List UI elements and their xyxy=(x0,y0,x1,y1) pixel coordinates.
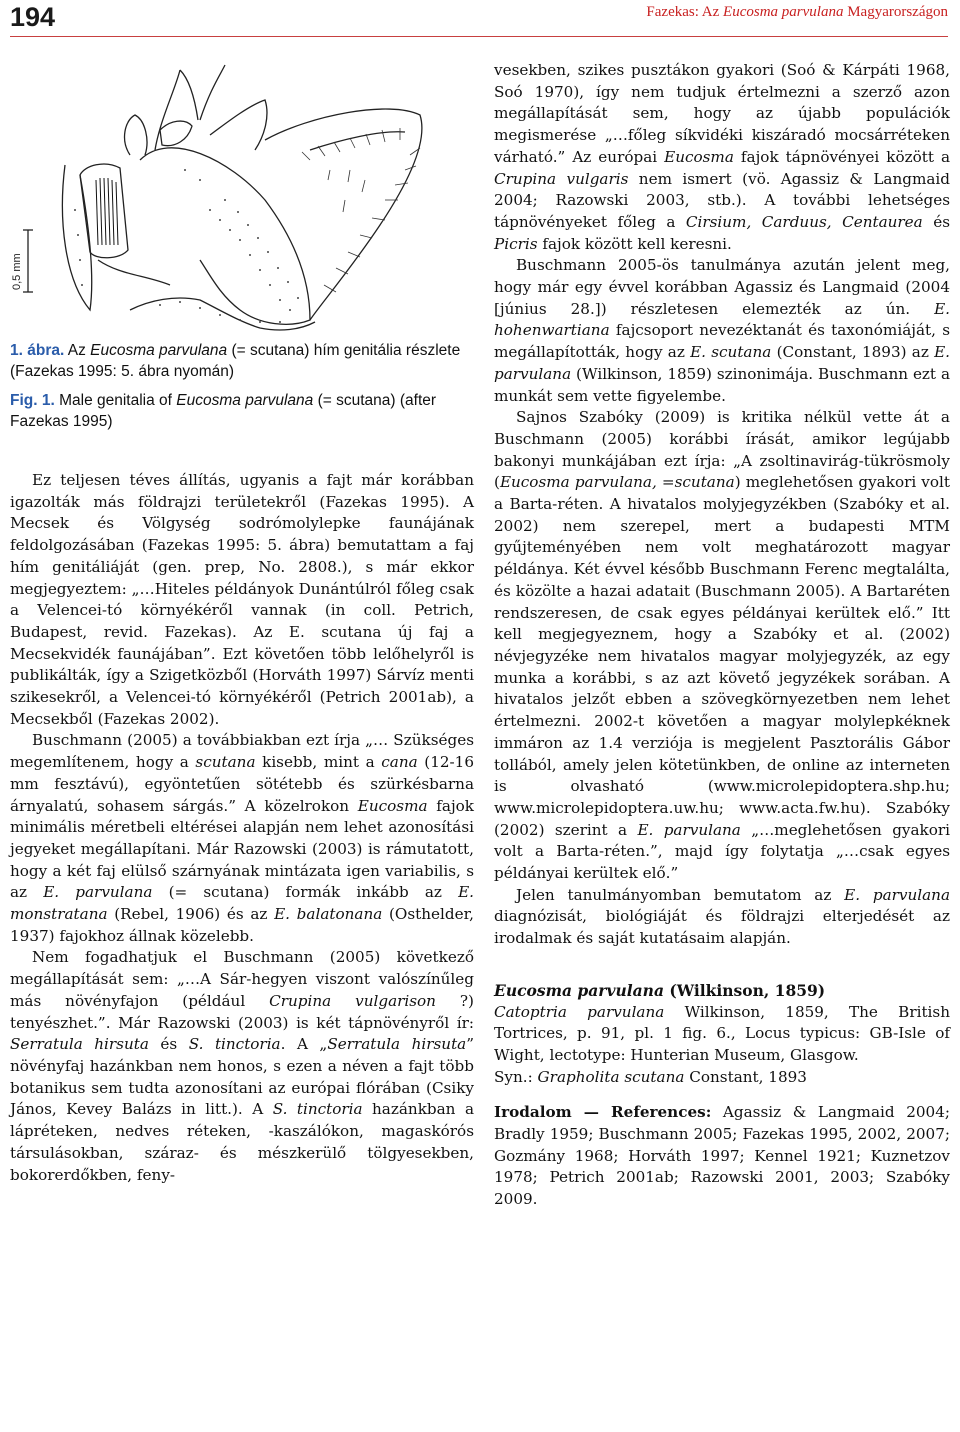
right-paragraph-2: Buschmann 2005-ös tanulmánya azután jelent meg, hogy már egy évvel korábban Agassiz és Langmaid (2004 [június 28.]) részletesen elemezték az ún. E. hohenwartiana fajcsoport nevezéktanát és taxonómiáját, s megállapították, hogy az E. scutana (Constant, 1893) az E. parvulana (Wilkinson, 1859) szinonimája. Buschmann ezt a munkát sem vette figyelembe. xyxy=(494,256,950,405)
right-paragraph-4: Jelen tanulmányomban bemutatom az E. parvulana diagnózisát, biológiáját és földrajzi elterjedését az irodalmak és saját kutatásaim alapján. xyxy=(494,885,950,948)
genitalia-drawing xyxy=(10,60,474,340)
original-description: Catoptria parvulana Wilkinson, 1859, The British Tortrices, p. 91, pl. 1 fig. 6., Locus typicus: GB-Isle of Wight, lectotype: Hunterian Museum, Glasgow. xyxy=(494,1002,950,1064)
page-number: 194 xyxy=(10,2,56,32)
scale-label: 0,5 mm xyxy=(11,253,23,290)
left-paragraph-2: Buschmann (2005) a továbbiakban ezt írja „… Szükséges megemlítenem, hogy a scutana kisebb, mint a cana (12-16 mm fesztávú), egyöntetűen sötétebb és szürkésbarna árnyalatú, sohasem sárgás.” A közelrokon Eucosma fajok minimális méretbeli eltérései alapján nem lehet azonosítási jegyeket megállapítani. Már Razowski (2003) is rámutatott, hogy a két faj elülső szárnyának mintázata igen variabilis, s az E. parvulana (= scutana) formák inkább az E. monstratana (Rebel, 1906) és az E. balatonana (Osthelder, 1937) fajokhoz állnak közelebb. xyxy=(10,731,475,945)
right-column xyxy=(494,60,950,1211)
right-paragraph-1: vesekben, szikes pusztákon gyakori (Soó & Kárpáti 1968, Soó 1970), így nem tudjuk értelmezni a szerző azon megállapítását sem, hogy az újabb populációk megismerése „…főleg síkvidéki kiszáradó mocsárréteken várható.” Az európai Eucosma fajok tápnövényei között a Crupina vulgaris nem ismert (vö. Agassiz & Langmaid 2004; Razowski 2003, stb.). A további lehetséges tápnövényeket főleg a Cirsium, Carduus, Centaurea és Picris fajok között kell keresni. xyxy=(494,61,951,253)
left-paragraph-3: Nem fogadhatjuk el Buschmann (2005) következő megállapítását sem: „…A Sár-hegyen viszont valószínűleg más növényfajon (például Crupina vulgarison ?) tenyészhet.”. Már Razowski (2003) is két tápnövényről ír: Serratula hirsuta és S. tinctoria. A „Serratula hirsuta” növényfaj hazánkban nem honos, s ezen a néven a fajt több botanikus sem tudta azonosítani az európai flórában (Csiky János, Kevey Balázs in litt.). A S. tinctoria hazánkban a lápréteken, nedves réteken, -kaszálókon, magaskórós társulásokban, száraz- és mészkerülő tölgyesekben, bokorerdőkben, feny- xyxy=(10,948,475,1184)
left-paragraph-1: Ez teljesen téves állítás, ugyanis a fajt már korábban igazolták más földrajzi területekről (Fazekas 1995). A Mecsek és Völgység sodrómolylepke faunájának feldolgozásában (Fazekas 1995: 5. ábra) bemutattam a faj hím genitáliáját (gen. prep, No. 2808.), s már ekkor megjegyeztem: „…Hiteles példányok Dunántúlról főleg csak a Velencei-tó környékéről vannak (in coll. Petrich, Budapest, revid. Fazekas). Az E. scutana új faj a Mecsekvidék faunájában”. Ezt követően több lelőhelyről is publikálták, így a Szigetközből (Horváth 1997) Sárvíz menti szikesekről, a Velencei-tó környékéről (Petrich 2001ab), a Mecsekből (Fazekas 2002). xyxy=(10,471,474,728)
left-column xyxy=(10,60,474,1186)
header-rule xyxy=(10,36,948,37)
caption-hungarian: 1. ábra. Az Eucosma parvulana (= scutana) hím genitália részlete (Fazekas 1995: 5. ábra nyomán) xyxy=(10,342,461,380)
references: Irodalom — References: Agassiz & Langmaid 2004; Bradly 1959; Buschmann 2005; Fazekas 1995, 2002, 2007; Gozmány 1968; Horváth 1997; Kennel 1921; Kuznetzov 1978; Petrich 2001ab; Razowski 2001, 2003; Szabóky 2009. xyxy=(494,1103,950,1209)
running-head: Fazekas: Az Eucosma parvulana Magyarországon xyxy=(646,4,948,20)
right-paragraph-3: Sajnos Szabóky (2009) is kritika nélkül vette át a Buschmann (2005) korábbi írását, amikor legújabb bakonyi munkájában ezt írja: „A zsoltinavirág-tükrösmoly (Eucosma parvulana, =scutana) meglehetősen gyakori volt a Barta-réten. A hivatalos molyjegyzékben (Szabóky et al. 2002) nem szerepel, mert a budapesti MTM gyűjteményében nem volt meghatározott magyar példánya. Két évvel később Buschmann Ferenc megtalálta, és közölte a hazai adatait (Buschmann 2005). A Bartaréten rendszeresen, de csak egyes példányai kerültek elő.” Itt kell megjegyeznem, hogy a Szabóky et al. (2002) névjegyzéke nem hivatalos magyar molyjegyzék, az egy munka a korábbi, s az azt követő jegyzékek sorában. A hivatalos jelzőt ebben a szövegkörnyezetben nem lehet értelmezni. 2002-t követően a magyar molylepkéknek immáron az 1.4 verziója is megjelent Pasztorális Gábor tollából, amely jelen kötetünkben, de online az interneten is olvasható (www.microlepidoptera.shp.hu; www.microlepidoptera.uw.hu; www.acta.fw.hu). Szabóky (2002) szerint a E. parvulana „…meglehetősen gyakori volt a Barta-réten.”, majd így folytatja „…csak egyes példányai kerültek elő.” xyxy=(494,408,951,883)
synonym-line: Syn.: Grapholita scutana Constant, 1893 xyxy=(494,1067,807,1086)
page-header xyxy=(10,0,948,36)
genitalia-figure xyxy=(10,60,474,340)
caption-english: Fig. 1. Male genitalia of Eucosma parvulana (= scutana) (after Fazekas 1995) xyxy=(10,392,437,430)
species-heading: Eucosma parvulana (Wilkinson, 1859) xyxy=(494,980,826,1000)
